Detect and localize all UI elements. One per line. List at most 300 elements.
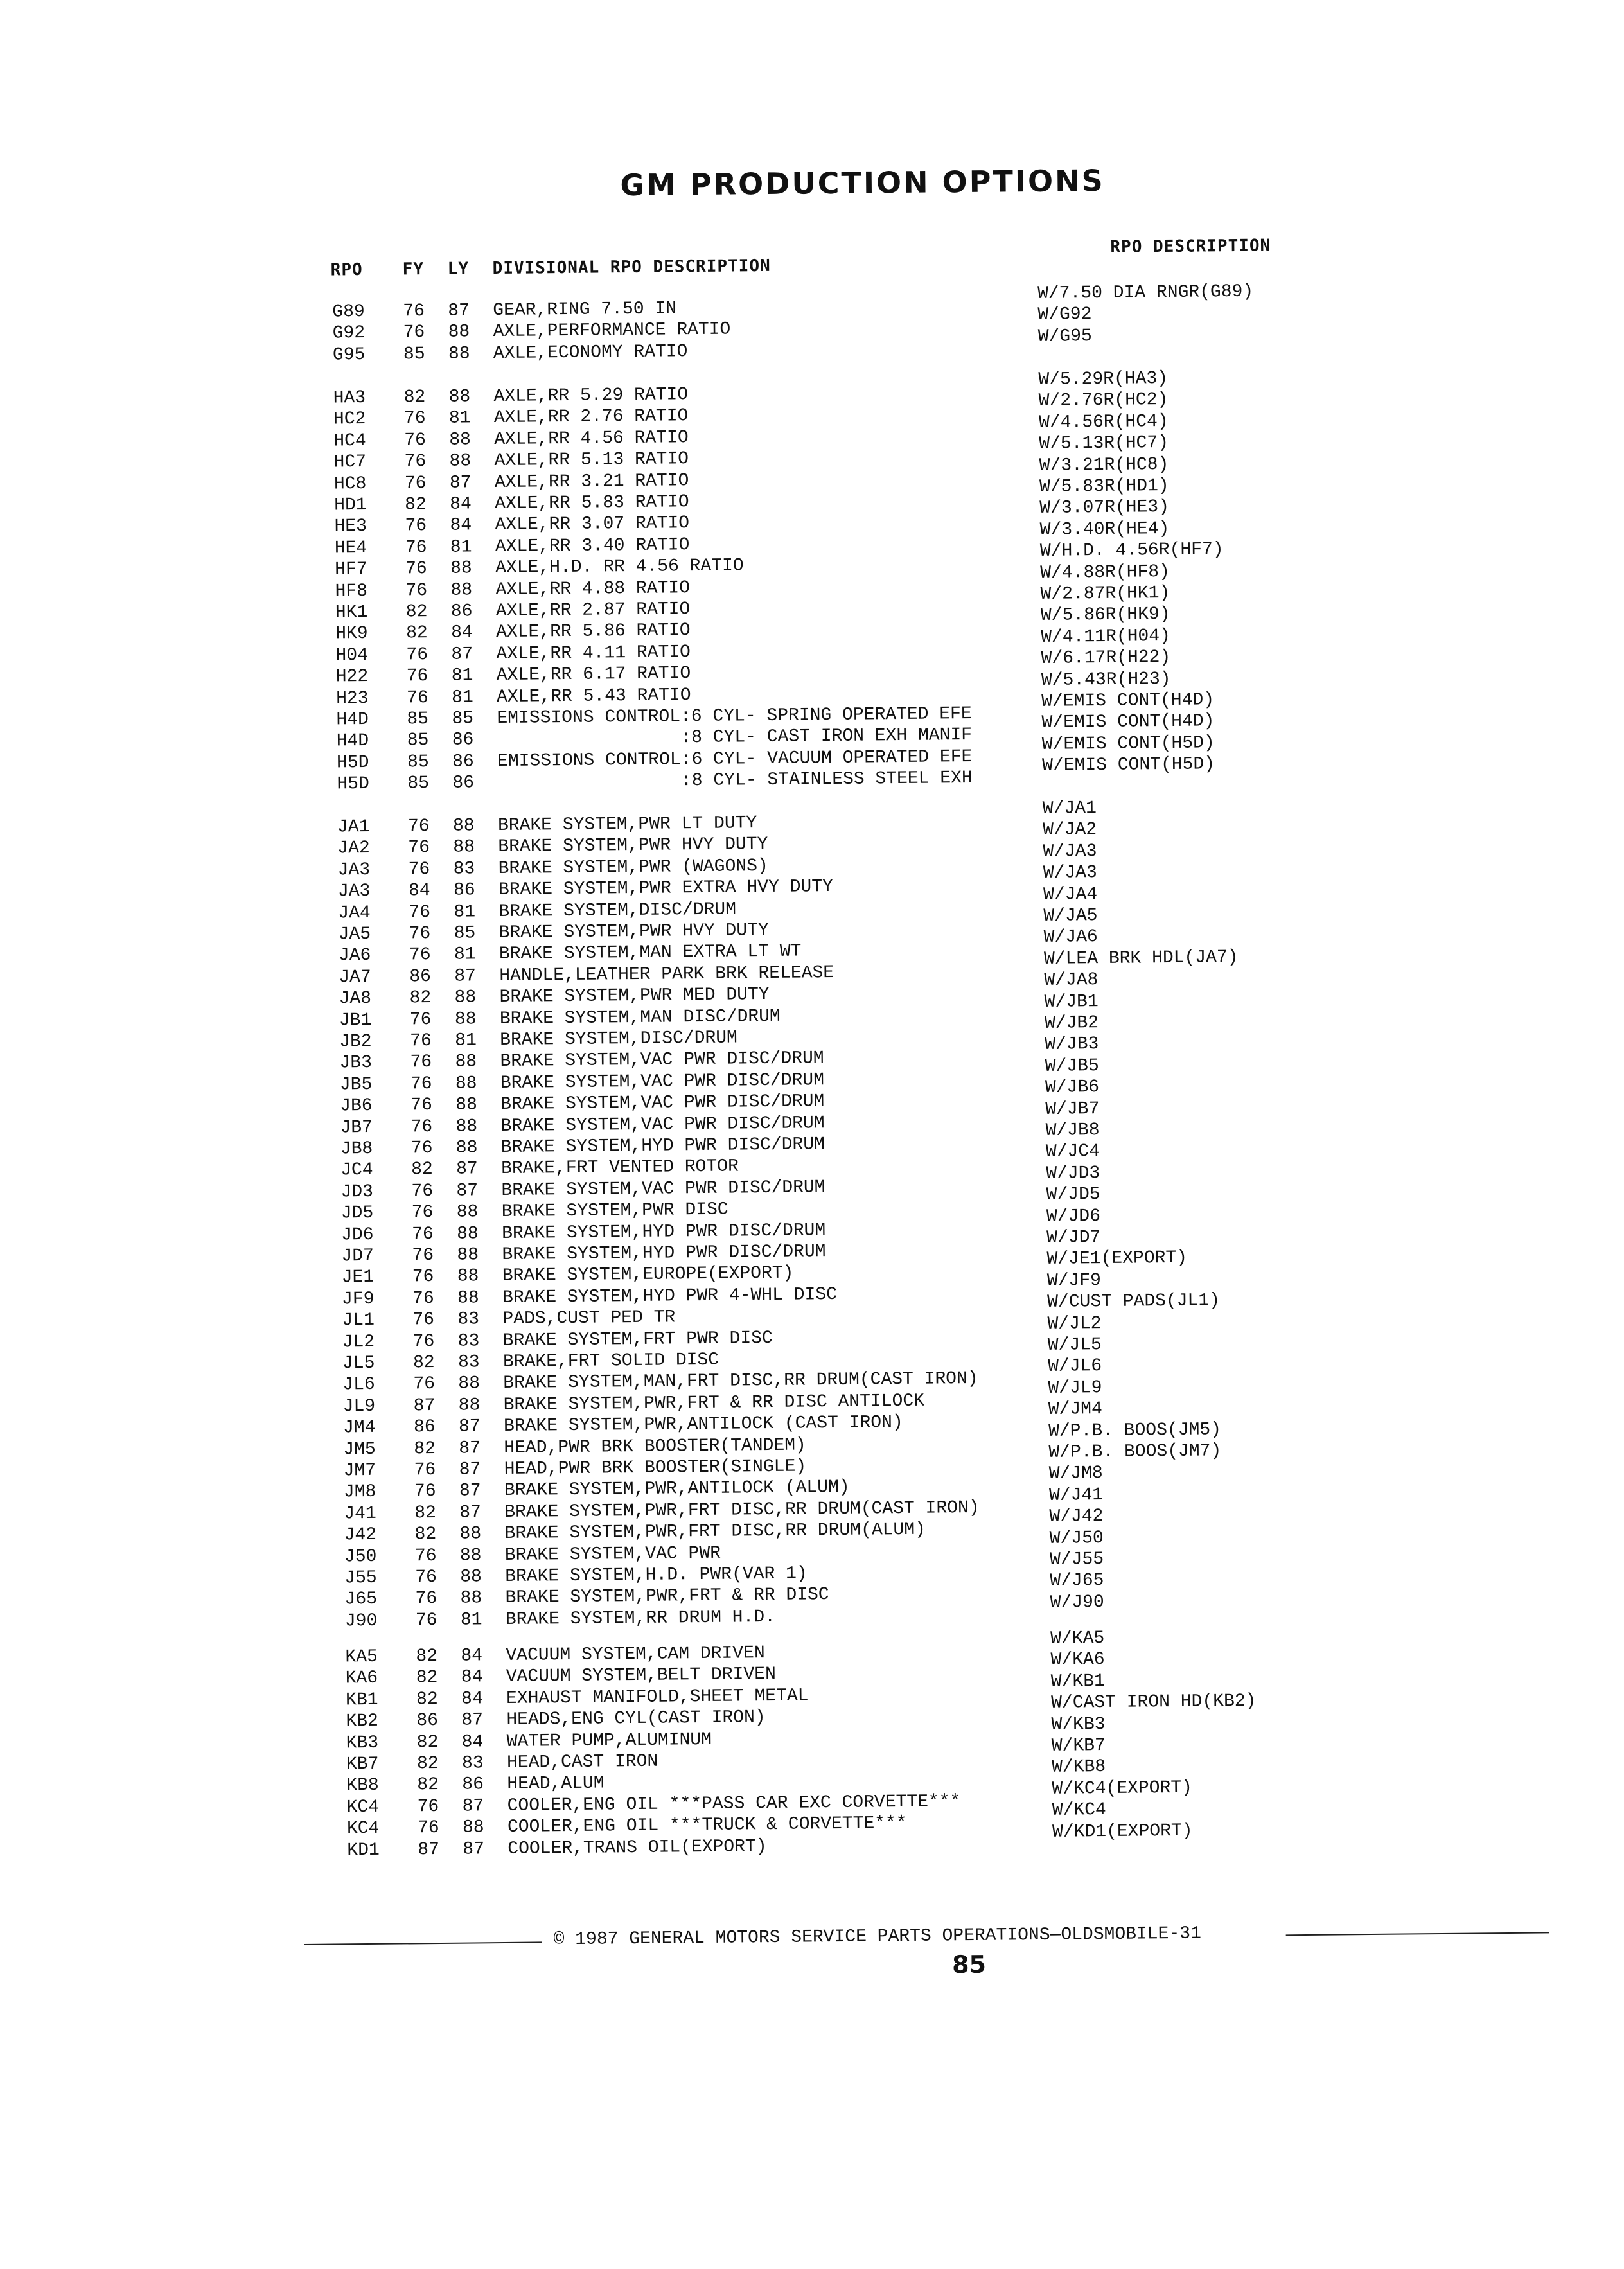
rpo-description: W/2.76R(HC2) xyxy=(1038,390,1169,412)
rpo-code: JA3 xyxy=(337,860,371,881)
last-year: 84 xyxy=(450,515,472,536)
last-year: 88 xyxy=(448,387,471,407)
first-year: 76 xyxy=(412,1246,434,1266)
rpo-description: W/JC4 xyxy=(1045,1142,1100,1163)
first-year: 76 xyxy=(417,1818,439,1839)
last-year: 81 xyxy=(454,901,476,923)
first-year: 82 xyxy=(416,1753,439,1774)
rpo-code: JB6 xyxy=(340,1096,373,1117)
rpo-description: W/EMIS CONT(H5D) xyxy=(1041,733,1215,755)
rpo-code: H22 xyxy=(335,667,369,687)
first-year: 86 xyxy=(416,1711,439,1731)
rpo-code: JB5 xyxy=(339,1074,373,1095)
rpo-description: W/KD1(EXPORT) xyxy=(1052,1821,1193,1842)
first-year: 82 xyxy=(411,1160,433,1180)
rpo-code: JD3 xyxy=(340,1181,374,1203)
rpo-code: KC4 xyxy=(346,1819,380,1839)
rpo-code: JL5 xyxy=(342,1353,375,1374)
divisional-description: AXLE,RR 4.88 RATIO xyxy=(495,578,691,600)
rpo-description: W/JB6 xyxy=(1045,1077,1100,1099)
rpo-description: W/5.29R(HA3) xyxy=(1038,368,1169,390)
divisional-description: AXLE,RR 4.11 RATIO xyxy=(496,642,691,664)
first-year: 76 xyxy=(410,1138,433,1159)
first-year: 82 xyxy=(414,1438,436,1459)
divisional-description: BRAKE SYSTEM,MAN DISC/DRUM xyxy=(499,1006,781,1029)
rpo-code: JM8 xyxy=(343,1482,376,1503)
divisional-description: BRAKE SYSTEM,VAC PWR DISC/DRUM xyxy=(500,1091,825,1115)
first-year: 86 xyxy=(409,966,432,987)
last-year: 87 xyxy=(463,1839,485,1860)
divisional-description: HANDLE,LEATHER PARK BRK RELEASE xyxy=(499,962,834,986)
rpo-description: W/JA3 xyxy=(1043,841,1097,862)
first-year: 82 xyxy=(405,495,427,515)
rpo-code: HC8 xyxy=(333,473,367,495)
first-year: 76 xyxy=(415,1610,437,1631)
divisional-description: BRAKE SYSTEM,PWR EXTRA HVY DUTY xyxy=(498,877,834,901)
first-year: 82 xyxy=(416,1689,438,1710)
divisional-description: WATER PUMP,ALUMINUM xyxy=(506,1729,712,1752)
first-year: 76 xyxy=(405,580,428,601)
last-year: 85 xyxy=(452,709,474,729)
divisional-description: BRAKE,FRT VENTED ROTOR xyxy=(501,1156,739,1179)
rpo-code: JD6 xyxy=(340,1224,374,1245)
divisional-description: BRAKE SYSTEM,HYD PWR DISC/DRUM xyxy=(500,1134,825,1158)
divisional-description: PADS,CUST PED TR xyxy=(502,1307,676,1330)
last-year: 88 xyxy=(460,1588,482,1609)
first-year: 76 xyxy=(410,1031,432,1052)
divisional-description: AXLE,H.D. RR 4.56 RATIO xyxy=(495,556,744,579)
divisional-description: AXLE,RR 6.17 RATIO xyxy=(496,664,691,686)
first-year: 84 xyxy=(408,881,430,901)
rpo-code: JA3 xyxy=(337,881,371,902)
rpo-description: W/JL6 xyxy=(1048,1356,1102,1377)
rpo-description: W/J41 xyxy=(1048,1485,1104,1506)
first-year: 87 xyxy=(418,1839,440,1860)
rpo-code: JM4 xyxy=(342,1418,376,1438)
first-year: 85 xyxy=(407,709,429,730)
divisional-description: BRAKE SYSTEM,MAN,FRT DISC,RR DRUM(CAST IRON) xyxy=(503,1369,978,1394)
last-year: 88 xyxy=(450,579,473,601)
rpo-description: W/JB7 xyxy=(1045,1099,1100,1120)
divisional-description: BRAKE SYSTEM,PWR (WAGONS) xyxy=(498,856,768,879)
divisional-description: BRAKE SYSTEM,HYD PWR 4-WHL DISC xyxy=(502,1284,838,1308)
rpo-description: W/J50 xyxy=(1049,1528,1104,1549)
first-year: 76 xyxy=(410,1052,432,1073)
divisional-description: HEAD,CAST IRON xyxy=(506,1751,658,1773)
last-year: 88 xyxy=(462,1817,484,1838)
rpo-description: W/EMIS CONT(H4D) xyxy=(1041,711,1215,734)
last-year: 81 xyxy=(450,537,472,558)
rpo-description: W/5.43R(H23) xyxy=(1041,669,1171,691)
rpo-description: W/5.83R(HD1) xyxy=(1039,475,1169,497)
rpo-code: H5D xyxy=(336,752,369,773)
rpo-description: W/KB8 xyxy=(1052,1757,1106,1778)
divisional-description: BRAKE SYSTEM,PWR MED DUTY xyxy=(499,985,770,1008)
divisional-description: AXLE,RR 5.13 RATIO xyxy=(494,449,689,472)
rpo-code: HE3 xyxy=(334,516,367,537)
rpo-code: KA5 xyxy=(345,1647,378,1668)
divisional-description: AXLE,RR 4.56 RATIO xyxy=(494,427,689,450)
last-year: 88 xyxy=(453,837,475,858)
last-year: 87 xyxy=(458,1417,481,1437)
divisional-description: AXLE,RR 5.83 RATIO xyxy=(495,492,689,515)
first-year: 82 xyxy=(412,1352,435,1373)
first-year: 85 xyxy=(403,344,425,365)
first-year: 76 xyxy=(412,1267,434,1287)
first-year: 85 xyxy=(407,730,429,751)
divisional-description: EMISSIONS CONTROL:6 CYL- SPRING OPERATED EFE xyxy=(497,703,972,729)
rpo-code: JL1 xyxy=(342,1311,375,1331)
rpo-code: JF9 xyxy=(341,1289,375,1310)
last-year: 86 xyxy=(452,730,474,751)
last-year: 88 xyxy=(456,1223,479,1244)
rpo-code: H4D xyxy=(336,731,369,752)
first-year: 76 xyxy=(403,409,426,429)
first-year: 76 xyxy=(415,1567,437,1588)
last-year: 88 xyxy=(456,1202,479,1223)
rpo-description: W/G95 xyxy=(1037,326,1092,347)
divisional-description: BRAKE SYSTEM,PWR,FRT & RR DISC ANTILOCK xyxy=(503,1391,925,1415)
first-year: 82 xyxy=(406,623,428,644)
rpo-code: HC2 xyxy=(333,409,366,430)
first-year: 82 xyxy=(417,1775,439,1796)
rpo-description: W/JD3 xyxy=(1046,1163,1100,1184)
rpo-code: JA6 xyxy=(338,946,371,966)
last-year: 88 xyxy=(457,1245,479,1266)
divisional-description: AXLE,RR 5.86 RATIO xyxy=(496,621,691,643)
rpo-description: W/JD7 xyxy=(1046,1228,1101,1248)
rpo-code: KB1 xyxy=(345,1690,378,1711)
rpo-description: W/3.07R(HE3) xyxy=(1039,497,1170,519)
rpo-code: JL6 xyxy=(342,1375,375,1395)
first-year: 76 xyxy=(407,817,430,837)
rpo-description: W/KB1 xyxy=(1050,1671,1106,1692)
divisional-description: BRAKE SYSTEM,EUROPE(EXPORT) xyxy=(502,1264,794,1287)
footer-rule-left xyxy=(304,1941,542,1945)
rpo-description: W/JL5 xyxy=(1047,1335,1102,1355)
divisional-description: AXLE,RR 5.29 RATIO xyxy=(493,385,689,407)
divisional-description: HEAD,ALUM xyxy=(507,1773,605,1795)
divisional-description: EMISSIONS CONTROL:6 CYL- VACUUM OPERATED EFE xyxy=(497,746,973,772)
rpo-description: W/2.87R(HK1) xyxy=(1040,583,1170,605)
last-year: 87 xyxy=(459,1460,481,1480)
last-year: 88 xyxy=(452,816,475,836)
divisional-description: HEADS,ENG CYL(CAST IRON) xyxy=(506,1708,766,1731)
page-title: GM PRODUCTION OPTIONS xyxy=(620,163,1105,203)
last-year: 81 xyxy=(455,1030,477,1051)
first-year: 76 xyxy=(414,1546,437,1566)
rpo-description: W/J65 xyxy=(1050,1571,1104,1592)
rpo-code: JB1 xyxy=(339,1010,372,1030)
rpo-code: JD5 xyxy=(340,1203,374,1224)
last-year: 81 xyxy=(460,1610,482,1630)
rpo-code: JA8 xyxy=(339,989,372,1009)
rpo-description: W/3.40R(HE4) xyxy=(1039,518,1170,540)
last-year: 88 xyxy=(459,1545,482,1566)
first-year: 82 xyxy=(403,387,426,408)
last-year: 88 xyxy=(455,1073,477,1094)
last-year: 84 xyxy=(461,1731,484,1753)
rpo-code: KB7 xyxy=(346,1754,379,1775)
divisional-description: COOLER,ENG OIL ***TRUCK & CORVETTE*** xyxy=(507,1814,907,1838)
first-year: 82 xyxy=(416,1646,438,1667)
first-year: 76 xyxy=(404,473,427,493)
last-year: 87 xyxy=(461,1710,484,1731)
rpo-description: W/5.13R(HC7) xyxy=(1039,433,1169,455)
rpo-code: KD1 xyxy=(347,1840,380,1860)
last-year: 87 xyxy=(449,472,472,493)
divisional-description: BRAKE SYSTEM,VAC PWR DISC/DRUM xyxy=(500,1070,825,1093)
divisional-description: HEAD,PWR BRK BOOSTER(TANDEM) xyxy=(504,1435,806,1458)
rpo-description: W/JA6 xyxy=(1043,927,1098,948)
last-year: 86 xyxy=(462,1774,484,1796)
rpo-code: KB2 xyxy=(346,1711,378,1732)
last-year: 87 xyxy=(454,966,477,987)
first-year: 76 xyxy=(404,452,427,472)
rpo-code: KB3 xyxy=(346,1733,379,1753)
rpo-description: W/JM8 xyxy=(1048,1463,1103,1485)
first-year: 76 xyxy=(410,1095,432,1116)
rpo-description: W/CAST IRON HD(KB2) xyxy=(1051,1691,1257,1713)
divisional-description: BRAKE SYSTEM,PWR,FRT DISC,RR DRUM(CAST IRON) xyxy=(504,1497,980,1523)
rpo-description: W/CUST PADS(JL1) xyxy=(1047,1291,1221,1313)
first-year: 85 xyxy=(407,752,429,773)
divisional-description: AXLE,RR 2.87 RATIO xyxy=(495,599,691,622)
divisional-description: VACUUM SYSTEM,BELT DRIVEN xyxy=(506,1664,776,1688)
rpo-description: W/EMIS CONT(H5D) xyxy=(1042,754,1215,777)
rpo-code: H23 xyxy=(335,688,369,709)
divisional-description: BRAKE SYSTEM,PWR,FRT DISC,RR DRUM(ALUM) xyxy=(504,1519,926,1544)
first-year: 76 xyxy=(410,1073,432,1095)
divisional-description: :8 CYL- STAINLESS STEEL EXH xyxy=(497,768,973,793)
last-year: 88 xyxy=(454,987,477,1008)
rpo-description: W/3.21R(HC8) xyxy=(1039,454,1169,476)
divisional-description: AXLE,RR 3.40 RATIO xyxy=(495,534,690,557)
divisional-description: BRAKE SYSTEM,PWR,ANTILOCK (CAST IRON) xyxy=(503,1413,903,1437)
rpo-description: W/P.B. BOOS(JM7) xyxy=(1048,1441,1222,1463)
last-year: 88 xyxy=(448,322,470,343)
last-year: 86 xyxy=(453,880,475,901)
divisional-description: BRAKE SYSTEM,DISC/DRUM xyxy=(499,899,737,922)
rpo-description: W/J90 xyxy=(1050,1592,1104,1613)
first-year: 82 xyxy=(414,1503,437,1524)
rpo-description: W/JL2 xyxy=(1047,1313,1102,1334)
first-year: 76 xyxy=(409,902,431,923)
last-year: 88 xyxy=(449,451,472,472)
rpo-description: W/JD5 xyxy=(1046,1185,1100,1206)
first-year: 76 xyxy=(410,1117,433,1137)
rpo-description: W/H.D. 4.56R(HF7) xyxy=(1039,540,1224,562)
rpo-code: HC7 xyxy=(333,452,367,473)
first-year: 82 xyxy=(405,602,428,622)
first-year: 76 xyxy=(405,559,427,579)
rpo-description: W/JL9 xyxy=(1048,1377,1102,1399)
first-year: 82 xyxy=(414,1524,437,1545)
last-year: 84 xyxy=(461,1667,483,1688)
rpo-description: W/JB2 xyxy=(1044,1013,1099,1034)
first-year: 76 xyxy=(403,322,425,343)
divisional-description: BRAKE SYSTEM,MAN EXTRA LT WT xyxy=(499,941,802,965)
first-year: 82 xyxy=(409,988,432,1009)
rpo-code: JL9 xyxy=(342,1396,376,1417)
divisional-description: BRAKE SYSTEM,PWR,ANTILOCK (ALUM) xyxy=(504,1478,850,1501)
rpo-description: W/JF9 xyxy=(1046,1270,1102,1291)
first-year: 76 xyxy=(415,1589,437,1609)
rpo-description: W/JA3 xyxy=(1043,863,1097,884)
first-year: 76 xyxy=(412,1288,434,1309)
rpo-code: JC4 xyxy=(340,1160,373,1181)
rpo-description: W/KA6 xyxy=(1050,1650,1105,1671)
rpo-code: KC4 xyxy=(346,1797,380,1818)
rpo-code: KB8 xyxy=(346,1776,379,1796)
last-year: 86 xyxy=(452,773,475,793)
last-year: 87 xyxy=(448,301,470,321)
rpo-code: JE1 xyxy=(341,1267,375,1288)
last-year: 83 xyxy=(457,1352,480,1373)
first-year: 76 xyxy=(405,537,427,558)
divisional-description: AXLE,RR 3.21 RATIO xyxy=(494,470,689,493)
divisional-description: AXLE,RR 3.07 RATIO xyxy=(495,513,690,536)
last-year: 84 xyxy=(461,1689,483,1709)
divisional-description: VACUUM SYSTEM,CAM DRIVEN xyxy=(506,1643,765,1666)
divisional-description: AXLE,RR 5.43 RATIO xyxy=(496,685,691,707)
rpo-code: HF7 xyxy=(335,560,367,580)
rpo-code: JA2 xyxy=(337,838,370,859)
rpo-description: W/KC4 xyxy=(1052,1800,1106,1821)
divisional-description: COOLER,TRANS OIL(EXPORT) xyxy=(508,1836,767,1859)
last-year: 88 xyxy=(454,1009,477,1030)
last-year: 87 xyxy=(462,1796,484,1817)
page-number: 85 xyxy=(951,1950,987,1979)
last-year: 81 xyxy=(454,944,476,966)
first-year: 76 xyxy=(403,301,425,322)
first-year: 85 xyxy=(407,773,430,794)
last-year: 84 xyxy=(461,1646,483,1666)
last-year: 88 xyxy=(458,1395,481,1416)
last-year: 84 xyxy=(451,622,473,644)
rpo-description: W/6.17R(H22) xyxy=(1041,648,1171,669)
rpo-code: G89 xyxy=(332,301,365,322)
first-year: 76 xyxy=(409,945,431,966)
rpo-code: JA7 xyxy=(339,967,371,988)
header-divisional-description: DIVISIONAL RPO DESCRIPTION xyxy=(492,256,771,279)
last-year: 88 xyxy=(459,1524,482,1544)
header-rpo-description: RPO DESCRIPTION xyxy=(1110,236,1271,257)
rpo-code: JB3 xyxy=(339,1053,373,1073)
rpo-description: W/KB7 xyxy=(1051,1736,1106,1756)
divisional-description: AXLE,RR 2.76 RATIO xyxy=(493,406,689,428)
rpo-code: J42 xyxy=(344,1525,377,1546)
divisional-description: BRAKE SYSTEM,VAC PWR DISC/DRUM xyxy=(501,1177,825,1201)
divisional-description: COOLER,ENG OIL ***PASS CAR EXC CORVETTE*** xyxy=(507,1791,961,1816)
last-year: 88 xyxy=(455,1052,477,1073)
rpo-description: W/KB3 xyxy=(1051,1714,1106,1735)
divisional-description: AXLE,ECONOMY RATIO xyxy=(493,341,688,364)
rpo-code: JA4 xyxy=(338,903,371,924)
last-year: 87 xyxy=(459,1481,481,1502)
last-year: 87 xyxy=(459,1438,481,1459)
rpo-code: HF8 xyxy=(335,581,368,602)
first-year: 76 xyxy=(417,1796,439,1817)
first-year: 76 xyxy=(408,859,430,880)
last-year: 88 xyxy=(458,1373,481,1395)
divisional-description: BRAKE SYSTEM,HYD PWR DISC/DRUM xyxy=(502,1242,826,1265)
rpo-code: JB8 xyxy=(340,1138,373,1160)
rpo-description: W/7.50 DIA RNGR(G89) xyxy=(1037,281,1254,304)
first-year: 76 xyxy=(404,430,427,451)
last-year: 88 xyxy=(457,1266,479,1287)
divisional-description: BRAKE SYSTEM,PWR HVY DUTY xyxy=(499,920,769,944)
first-year: 76 xyxy=(413,1374,436,1395)
last-year: 87 xyxy=(451,644,473,665)
divisional-description: HEAD,PWR BRK BOOSTER(SINGLE) xyxy=(504,1456,807,1479)
rpo-description: W/J55 xyxy=(1049,1549,1104,1570)
divisional-description: BRAKE SYSTEM,H.D. PWR(VAR 1) xyxy=(505,1564,808,1587)
divisional-description: BRAKE,FRT SOLID DISC xyxy=(502,1350,719,1372)
divisional-description: AXLE,PERFORMANCE RATIO xyxy=(493,319,731,342)
first-year: 76 xyxy=(412,1331,435,1352)
last-year: 83 xyxy=(461,1753,484,1774)
rpo-code: JA1 xyxy=(337,817,370,838)
header-fy: FY xyxy=(402,260,425,279)
last-year: 84 xyxy=(450,494,472,515)
first-year: 76 xyxy=(406,666,428,687)
rpo-description: W/JA8 xyxy=(1044,970,1099,991)
rpo-code: JM7 xyxy=(343,1460,376,1481)
rpo-description: W/JE1(EXPORT) xyxy=(1046,1248,1188,1270)
rpo-description: W/G92 xyxy=(1037,305,1092,326)
rpo-description: W/JM4 xyxy=(1048,1399,1102,1420)
rpo-description: W/J42 xyxy=(1049,1506,1104,1528)
divisional-description: BRAKE SYSTEM,VAC PWR DISC/DRUM xyxy=(500,1113,825,1136)
rpo-code: HK1 xyxy=(335,602,368,623)
rpo-description: W/KA5 xyxy=(1050,1629,1105,1649)
rpo-code: G95 xyxy=(332,344,366,366)
rpo-description: W/JB3 xyxy=(1045,1034,1099,1055)
last-year: 86 xyxy=(450,601,473,622)
rpo-description: W/LEA BRK HDL(JA7) xyxy=(1043,947,1239,969)
rpo-code: JD7 xyxy=(341,1246,375,1267)
last-year: 88 xyxy=(457,1288,479,1309)
divisional-description: BRAKE SYSTEM,RR DRUM H.D. xyxy=(505,1607,776,1630)
first-year: 76 xyxy=(411,1181,434,1202)
last-year: 88 xyxy=(449,430,472,450)
divisional-description: BRAKE SYSTEM,PWR DISC xyxy=(501,1199,728,1223)
header-rpo: RPO xyxy=(330,260,363,280)
rpo-description: W/JB8 xyxy=(1045,1120,1100,1141)
rpo-description: W/EMIS CONT(H4D) xyxy=(1041,690,1215,712)
rpo-code: J41 xyxy=(344,1503,376,1524)
first-year: 76 xyxy=(411,1203,434,1223)
rpo-code: J65 xyxy=(344,1589,378,1610)
last-year: 88 xyxy=(460,1567,482,1587)
first-year: 76 xyxy=(408,838,430,858)
rpo-code: JM5 xyxy=(343,1439,376,1460)
rpo-description: W/5.86R(HK9) xyxy=(1040,605,1170,626)
rpo-code: JL2 xyxy=(342,1332,375,1352)
last-year: 87 xyxy=(459,1503,482,1523)
first-year: 76 xyxy=(412,1310,435,1330)
last-year: 88 xyxy=(455,1138,478,1158)
last-year: 81 xyxy=(451,687,473,708)
first-year: 87 xyxy=(413,1395,436,1417)
last-year: 87 xyxy=(456,1159,478,1180)
last-year: 83 xyxy=(453,859,475,879)
rpo-code: H5D xyxy=(337,774,369,795)
rpo-description: W/KC4(EXPORT) xyxy=(1052,1778,1193,1799)
rpo-code: HC4 xyxy=(333,430,366,452)
last-year: 81 xyxy=(451,666,473,686)
